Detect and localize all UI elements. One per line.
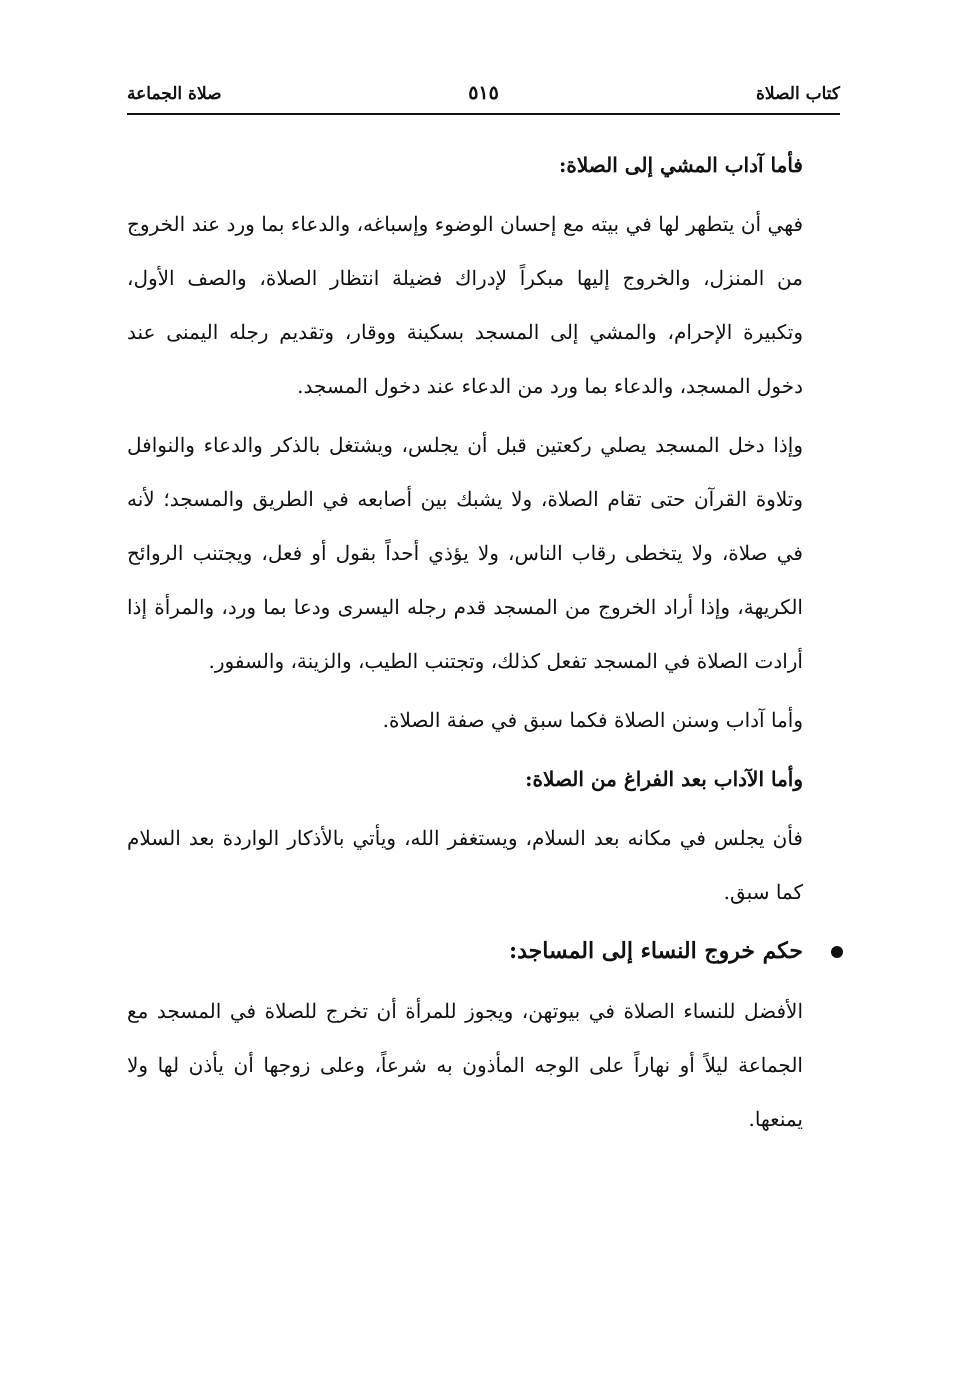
after-prayer-heading: وأما الآداب بعد الفراغ من الصلاة: (525, 767, 803, 791)
page-body (127, 138, 803, 1151)
women-mosque-paragraph: الأفضل للنساء الصلاة في بيوتهن، ويجوز للمرأة أن تخرج للصلاة في المسجد مع الجماعة ليلاً أو نهاراً على الوجه المأذون به شرعاً، وعلى زوجها أن يأذن لها ولا يمنعها. (127, 999, 803, 1131)
header-divider (127, 113, 840, 115)
prayer-etiquette-paragraph: وأما آداب وسنن الصلاة فكما سبق في صفة الصلاة. (382, 708, 803, 732)
mosque-entry-paragraph: وإذا دخل المسجد يصلي ركعتين قبل أن يجلس، ويشتغل بالذكر والدعاء والنوافل وتلاوة القرآن حتى تقام الصلاة، ولا يشبك بين أصابعه في الطريق والمسجد؛ لأنه في صلاة، ولا يتخطى رقاب الناس، ولا يؤذي أحداً بقول أو فعل، ويجتنب الروائح الكريهة، وإذا أراد الخروج من المسجد قدم رجله اليسرى ودعا بما ورد، والمرأة إذا أرادت الصلاة في المسجد تفعل كذلك، وتجتنب الطيب، والزينة، والسفور. (127, 433, 803, 673)
page-header (127, 78, 840, 112)
walking-etiquette-heading: فأما آداب المشي إلى الصلاة: (559, 153, 803, 177)
walking-etiquette-paragraph: فهي أن يتطهر لها في بيته مع إحسان الوضوء وإسباغه، والدعاء بما ورد عند الخروج من المنزل، والخروج إليها مبكراً لإدراك فضيلة انتظار الصلاة، والصف الأول، وتكبيرة الإحرام، والمشي إلى المسجد بسكينة ووقار، وتقديم رجله اليمنى عند دخول المسجد، والدعاء بما ورد من الدعاء عند دخول المسجد. (127, 212, 803, 398)
page-number: ٥١٥ (468, 82, 499, 104)
chapter-title: صلاة الجماعة (127, 84, 222, 104)
after-prayer-paragraph: فأن يجلس في مكانه بعد السلام، ويستغفر الله، ويأتي بالأذكار الواردة بعد السلام كما سبق. (127, 826, 803, 904)
bullet-icon (831, 946, 843, 958)
women-mosque-section-heading (127, 924, 803, 978)
book-title: كتاب الصلاة (755, 84, 840, 104)
women-mosque-heading-text: حكم خروج النساء إلى المساجد: (508, 938, 803, 964)
